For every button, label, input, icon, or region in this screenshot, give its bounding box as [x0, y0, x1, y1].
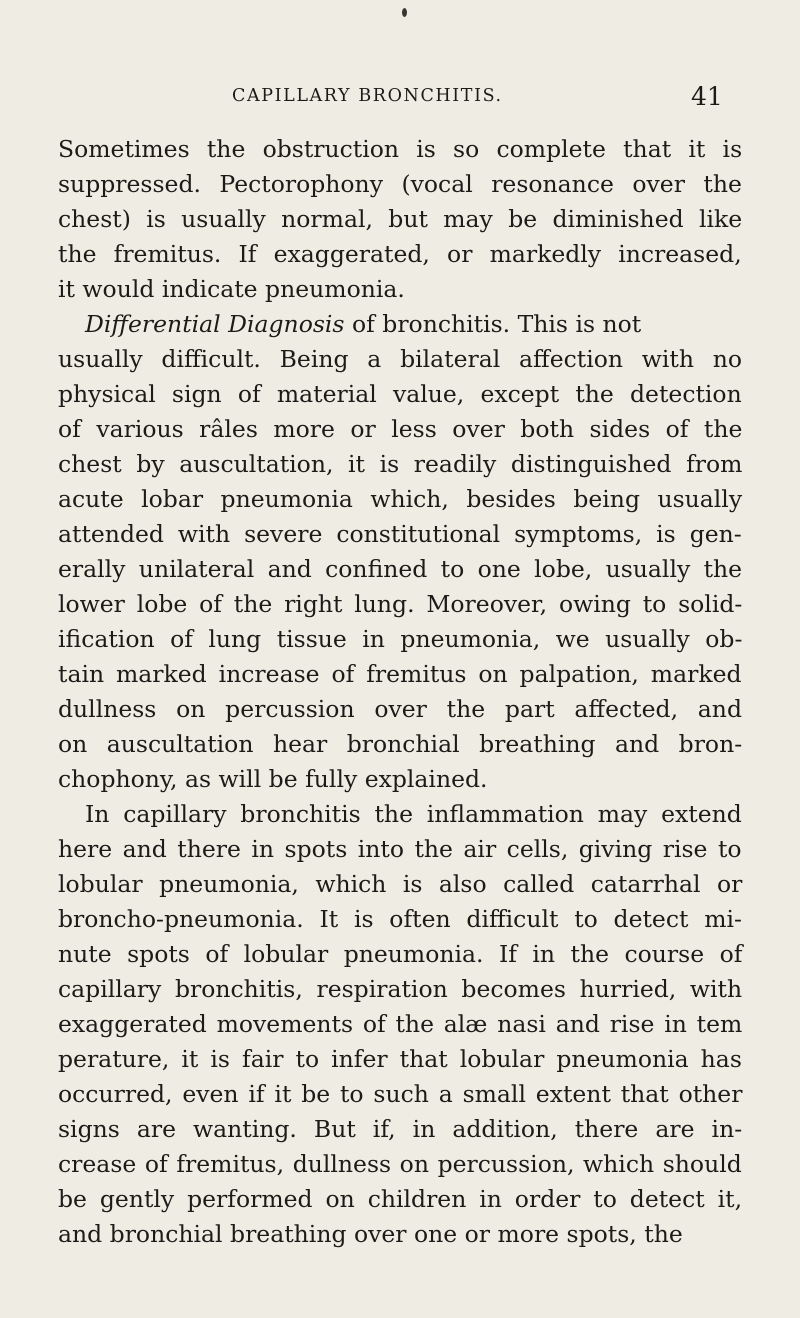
text-line: broncho-pneumonia. It is often difficult to detect mi-: [58, 905, 742, 933]
text-line: suppressed. Pectorophony (vocal resonance over the: [58, 170, 742, 198]
text-line: chest by auscultation, it is readily distinguished from: [58, 450, 743, 478]
text-line: In capillary bronchitis the inflammation may extend: [85, 800, 742, 828]
text-line: Sometimes the obstruction is so complete that it is: [58, 135, 743, 163]
text-line: physical sign of material value, except the detection: [58, 380, 742, 408]
text-line: it would indicate pneumonia.: [58, 275, 405, 303]
text-line: lobular pneumonia, which is also called catarrhal or: [58, 870, 743, 898]
text-line: acute lobar pneumonia which, besides being usually: [58, 485, 743, 513]
text-line: usually difficult. Being a bilateral affection with no: [58, 345, 743, 373]
text-line: here and there in spots into the air cells, giving rise to: [58, 835, 742, 863]
section-heading: Differential Diagnosis: [85, 310, 345, 338]
text-run: of bronchitis. This is not: [344, 310, 642, 338]
text-line: ification of lung tissue in pneumonia, we usually ob-: [58, 625, 743, 653]
text-line: chest) is usually normal, but may be diminished like: [58, 205, 743, 233]
text-line: be gently performed on children in order to detect it,: [58, 1185, 743, 1213]
running-head: CAPILLARY BRONCHITIS.: [232, 86, 503, 106]
text-line: attended with severe constitutional symptoms, is gen-: [58, 520, 742, 548]
text-line: chophony, as will be fully explained.: [58, 765, 488, 793]
page-number: 41: [691, 82, 723, 111]
text-line: capillary bronchitis, respiration becomes hurried, with: [58, 975, 743, 1003]
text-line: and bronchial breathing over one or more spots, the: [58, 1220, 683, 1248]
text-line: lower lobe of the right lung. Moreover, owing to solid-: [58, 590, 743, 618]
text-line: occurred, even if it be to such a small extent that other: [58, 1080, 743, 1108]
text-line: on auscultation hear bronchial breathing and bron-: [58, 730, 743, 758]
ink-speck: [402, 8, 407, 17]
text-line: tain marked increase of fremitus on palpation, marked: [58, 660, 742, 688]
text-line: of various râles more or less over both sides of the: [58, 415, 743, 443]
text-line: exaggerated movements of the alæ nasi and rise in tem: [58, 1010, 743, 1038]
text-line: erally unilateral and confined to one lobe, usually the: [58, 555, 743, 583]
text-line: [85, 310, 642, 338]
text-line: signs are wanting. But if, in addition, there are in-: [58, 1115, 743, 1143]
text-line: crease of fremitus, dullness on percussion, which should: [58, 1150, 742, 1178]
text-line: the fremitus. If exaggerated, or markedly increased,: [58, 240, 742, 268]
text-line: nute spots of lobular pneumonia. If in the course of: [58, 940, 743, 968]
text-line: perature, it is fair to infer that lobular pneumonia has: [58, 1045, 742, 1073]
text-line: dullness on percussion over the part affected, and: [58, 695, 742, 723]
